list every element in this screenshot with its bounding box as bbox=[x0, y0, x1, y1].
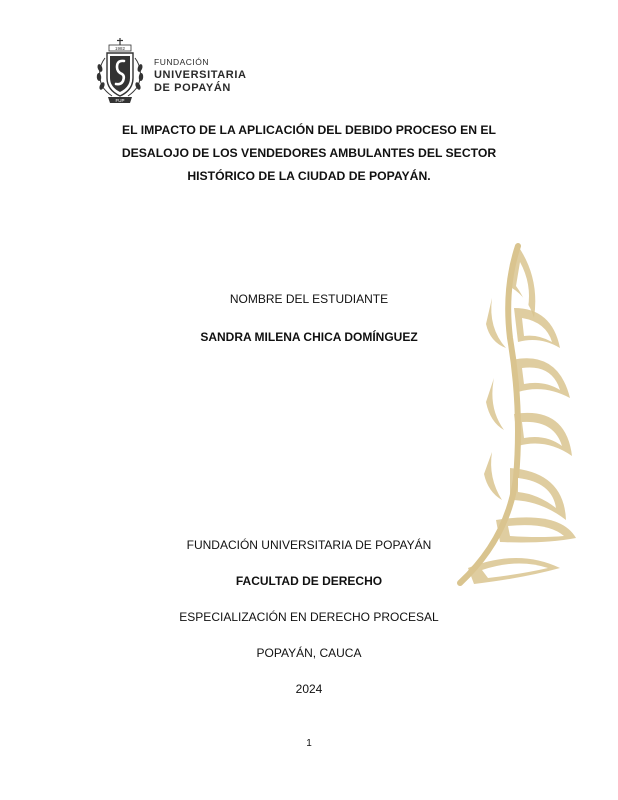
title-line-3: HISTÓRICO DE LA CIUDAD DE POPAYÁN. bbox=[187, 169, 431, 183]
title-line-1: EL IMPACTO DE LA APLICACIÓN DEL DEBIDO PROCESO EN EL bbox=[121, 123, 496, 137]
logo-line-1: FUNDACIÓN bbox=[154, 57, 210, 67]
document-title bbox=[100, 119, 518, 188]
seal-year: 1982 bbox=[114, 46, 126, 51]
faculty-name: FACULTAD DE DERECHO bbox=[235, 574, 383, 588]
page-number: 1 bbox=[306, 738, 312, 749]
logo-line-2: UNIVERSITARIA bbox=[154, 69, 247, 81]
title-line-2: DESALOJO DE LOS VENDEDORES AMBULANTES DEL SECTOR bbox=[121, 146, 497, 160]
seal-text: FUP bbox=[115, 98, 125, 103]
city-name: POPAYÁN, CAUCA bbox=[256, 646, 362, 660]
student-label: NOMBRE DEL ESTUDIANTE bbox=[229, 292, 389, 306]
year: 2024 bbox=[295, 682, 323, 696]
university-name: FUNDACIÓN UNIVERSITARIA DE POPAYÁN bbox=[186, 538, 432, 552]
student-name: SANDRA MILENA CHICA DOMÍNGUEZ bbox=[200, 330, 418, 344]
university-seal-icon bbox=[90, 36, 150, 106]
university-logo bbox=[90, 36, 250, 106]
program-name: ESPECIALIZACIÓN EN DERECHO PROCESAL bbox=[179, 610, 439, 624]
logo-text bbox=[154, 56, 247, 95]
logo-line-3: DE POPAYÁN bbox=[154, 82, 231, 94]
